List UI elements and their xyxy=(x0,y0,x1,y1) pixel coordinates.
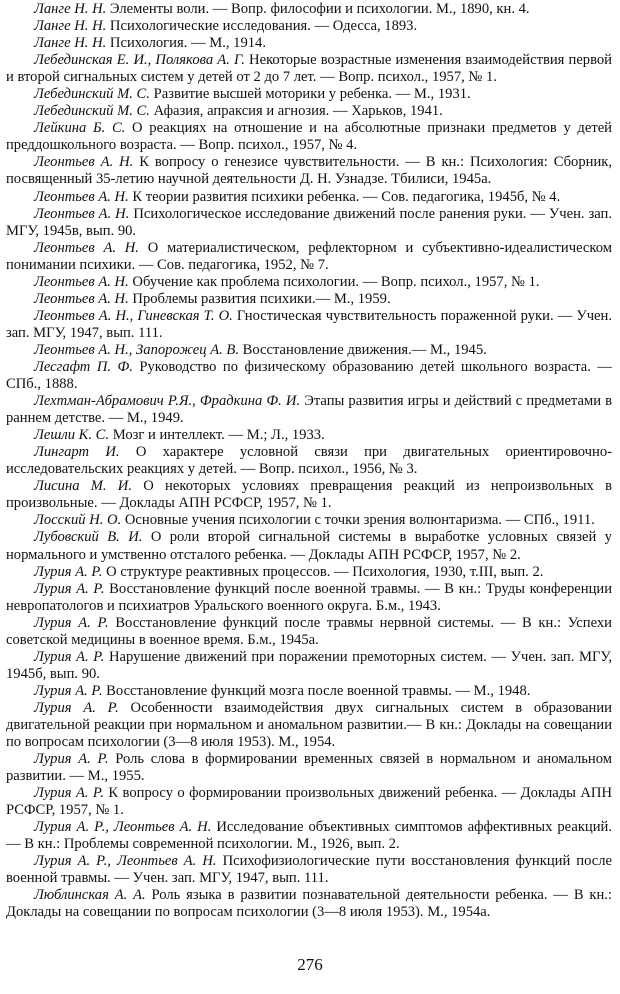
bibliography-entry xyxy=(6,274,612,291)
entry-author: Лебединский М. С. xyxy=(34,103,150,120)
bibliography-entry xyxy=(6,785,612,819)
entry-author: Лосский Н. О. xyxy=(34,512,122,529)
bibliography-entry xyxy=(6,700,612,751)
bibliography-entry xyxy=(6,478,612,512)
bibliography-entry xyxy=(6,18,612,35)
entry-text: Основные учения психологии с точки зрения волюнтаризма. — СПб., 1911. xyxy=(124,512,595,529)
entry-text: Исследование объективных симптомов аффективных реакций. — В кн.: Проблемы современной психологии. М., 1926, вып. 2. xyxy=(6,819,612,853)
entry-text: Руководство по физическому образованию детей школьного возраста. — СПб., 1888. xyxy=(6,358,612,393)
entry-author: Лейкина Б. С. xyxy=(34,120,126,137)
entry-author: Леонтьев А. Н. xyxy=(34,290,129,307)
bibliography-entry xyxy=(6,206,612,240)
bibliography-list xyxy=(6,1,612,922)
entry-author: Леонтьев А. Н., Гиневская Т. О. xyxy=(34,307,233,324)
bibliography-entry xyxy=(6,103,612,120)
bibliography-entry xyxy=(6,615,612,649)
entry-author: Ланге Н. Н. xyxy=(34,35,107,52)
entry-text: Восстановление функций после военной травмы. — В кн.: Труды конференции невропатологов и психиатров Уральского военного округа. Б.м., 1943. xyxy=(6,580,613,614)
entry-author: Ланге Н. Н. xyxy=(34,1,107,17)
entry-text: Некоторые возрастные изменения взаимодействия первой и второй сигнальных систем у детей от 2 до 7 лет. — Вопр. психол., 1957, № 1. xyxy=(6,52,612,86)
entry-author: Люблинская А. А. xyxy=(34,887,146,904)
entry-author: Лурия А. Р. xyxy=(34,563,103,580)
entry-text: Роль слова в формировании временных связей в нормальном и аномальном развитии. — М., 1955. xyxy=(6,751,612,785)
entry-author: Лурия А. Р. xyxy=(34,614,109,631)
entry-author: Леонтьев А. Н. xyxy=(34,188,129,205)
bibliography-entry xyxy=(6,86,612,103)
entry-author: Лурия А. Р. xyxy=(34,699,119,716)
bibliography-entry xyxy=(6,564,612,581)
entry-text: Афазия, апраксия и агнозия. — Харьков, 1941. xyxy=(153,103,443,120)
entry-author: Лурия А. Р. xyxy=(34,751,109,768)
entry-text: Элементы воли. — Вопр. философии и психологии. М., 1890, кн. 4. xyxy=(109,1,530,17)
entry-text: Восстановление функций мозга после военной травмы. — М., 1948. xyxy=(106,682,531,699)
entry-author: Леонтьев А. Н. xyxy=(34,273,129,290)
entry-text: О материалистическом, рефлекторном и субъективно-идеалистическом понимании психики. — Сов. педагогика, 1952, № 7. xyxy=(6,239,612,273)
entry-author: Лингарт И. xyxy=(34,444,120,461)
entry-text: О характере условной связи при двигательных ориентировочно-исследовательских реакциях у детей. — Вопр. психол., 1956, № 3. xyxy=(6,444,612,478)
entry-text: О реакциях на отношение и на абсолютные признаки предметов у детей преддошкольного возраста. — Вопр. психол., 1957, № 4. xyxy=(6,120,612,154)
bibliography-entry xyxy=(6,240,612,274)
page-number: 276 xyxy=(297,955,323,974)
entry-text: О структуре реактивных процессов. — Психология, 1930, т.III, вып. 2. xyxy=(106,563,544,580)
entry-text: О некоторых условиях превращения реакций из непроизвольных в произвольные. — Доклады АПН РСФСР, 1957, № 1. xyxy=(6,478,612,512)
entry-author: Лурия А. Р., Леонтьев А. Н. xyxy=(34,819,212,836)
bibliography-entry xyxy=(6,581,612,615)
entry-author: Лурия А. Р. xyxy=(34,785,105,802)
entry-author: Леонтьев А. Н., Запорожец А. В. xyxy=(34,341,239,358)
bibliography-entry xyxy=(6,120,612,154)
entry-author: Лебединский М. С. xyxy=(34,86,150,103)
bibliography-entry xyxy=(6,853,612,887)
entry-text: К теории развития психики ребенка. — Сов. педагогика, 1945б, № 4. xyxy=(132,188,561,205)
entry-text: Психологическое исследование движений после ранения руки. — Учен. зап. МГУ, 1945в, вып. 90. xyxy=(6,205,612,239)
entry-text: Развитие высшей моторики у ребенка. — М., 1931. xyxy=(153,86,471,103)
entry-text: Роль языка в развитии познавательной деятельности ребенка. — В кн.: Доклады на совещании по вопросам психологии (3—8 июля 1953). М., 1954а. xyxy=(6,887,612,921)
entry-author: Лебединская Е. И., Полякова А. Г. xyxy=(34,52,245,69)
entry-text: Проблемы развития психики.— М., 1959. xyxy=(132,290,391,307)
entry-text: Особенности взаимодействия двух сигнальных систем в образовании двигательной реакции при нормальном и аномальном развитии.— В кн.: Доклады на совещании по вопросам психологии (3—8 июля 1953). М., 1954. xyxy=(6,699,612,751)
entry-text: Обучение как проблема психологии. — Вопр. психол., 1957, № 1. xyxy=(132,273,540,290)
entry-text: Психология. — М., 1914. xyxy=(109,35,266,52)
bibliography-entry xyxy=(6,52,612,86)
bibliography-entry xyxy=(6,189,612,206)
entry-author: Леонтьев А. Н. xyxy=(34,205,130,222)
entry-author: Лехтман-Абрамович Р.Я., Фрадкина Ф. И. xyxy=(34,393,301,410)
bibliography-entry xyxy=(6,1,612,18)
bibliography-entry xyxy=(6,512,612,529)
bibliography-entry xyxy=(6,683,612,700)
entry-author: Леонтьев А. Н. xyxy=(34,154,134,171)
entry-text: Нарушение движений при поражении премоторных систем. — Учен. зап. МГУ, 1945б, вып. 90. xyxy=(6,648,612,682)
entry-author: Лурия А. Р. xyxy=(34,682,103,699)
entry-text: Восстановление функций после травмы нервной системы. — В кн.: Успехи советской медицины в военное время. Б.м., 1945а. xyxy=(6,614,612,648)
entry-text: Гностическая чувствительность пораженной руки. — Учен. зап. МГУ, 1947, вып. 111. xyxy=(6,307,612,341)
bibliography-entry xyxy=(6,444,612,478)
entry-author: Лешли К. С. xyxy=(34,427,110,444)
bibliography-entry xyxy=(6,308,612,342)
entry-author: Лисина М. И. xyxy=(34,478,132,495)
bibliography-entry xyxy=(6,393,612,427)
bibliography-entry xyxy=(6,359,612,393)
bibliography-entry xyxy=(6,819,612,853)
entry-text: Психофизиологические пути восстановления функций после военной травмы. — Учен. зап. МГУ, 1947, вып. 111. xyxy=(6,853,612,887)
entry-text: К вопросу о формировании произвольных движений ребенка. — Доклады АПН РСФСР, 1957, № 1. xyxy=(6,785,613,819)
bibliography-entry xyxy=(6,427,612,444)
entry-text: Восстановление движения.— М., 1945. xyxy=(242,341,487,358)
entry-author: Лурия А. Р. xyxy=(34,648,105,665)
bibliography-entry xyxy=(6,649,612,683)
bibliography-entry xyxy=(6,154,612,188)
bibliography-entry xyxy=(6,751,612,785)
entry-author: Лурия А. Р. xyxy=(34,580,105,597)
bibliography-entry xyxy=(6,529,612,563)
entry-text: К вопросу о генезисе чувствительности. — В кн.: Психология: Сборник, посвященный 35-летию научной деятельности Д. Н. Узнадзе. Тбилиси, 1945а. xyxy=(6,154,613,188)
entry-text: Мозг и интеллект. — М.; Л., 1933. xyxy=(112,427,325,444)
entry-text: Этапы развития игры и действий с предметами в раннем детстве. — М., 1949. xyxy=(6,393,613,427)
bibliography-entry xyxy=(6,291,612,308)
entry-text: Психологические исследования. — Одесса, 1893. xyxy=(109,18,418,35)
bibliography-entry xyxy=(6,35,612,52)
bibliography-entry xyxy=(6,342,612,359)
entry-text: О роли второй сигнальной системы в выработке условных связей у нормального и умственно отсталого ребенка. — Доклады АПН РСФСР, 1957, № 2. xyxy=(6,529,612,563)
entry-author: Лурия А. Р., Леонтьев А. Н. xyxy=(34,853,217,870)
entry-author: Лесгафт П. Ф. xyxy=(34,358,133,375)
entry-author: Леонтьев А. Н. xyxy=(34,239,139,256)
entry-author: Лубовский В. И. xyxy=(34,529,143,546)
bibliography-entry xyxy=(6,887,612,921)
entry-author: Ланге Н. Н. xyxy=(34,18,107,35)
